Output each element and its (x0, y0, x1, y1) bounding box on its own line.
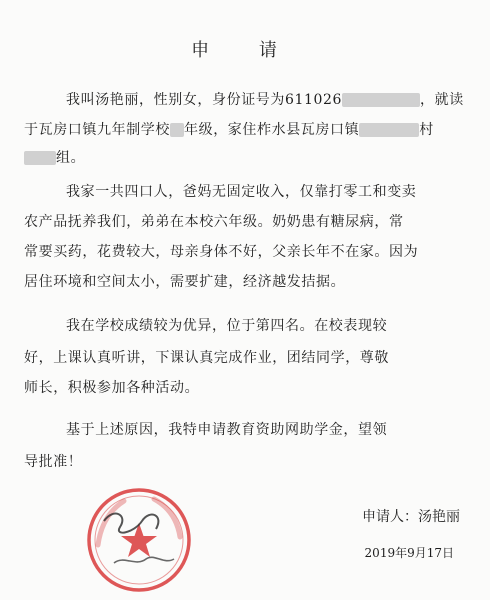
text-line-2: 于瓦房口镇九年制学校 年级，家住柞水县瓦房口镇 村 (24, 122, 434, 138)
redaction-block (342, 93, 420, 107)
signature-date: 2019年9月17日 (364, 546, 454, 560)
text-line-12: 导批准！ (24, 454, 83, 470)
document-title: 申 请 (191, 40, 299, 61)
text-line-9: 好，上课认真听讲，下课认真完成作业，团结同学，尊敬 (24, 350, 389, 366)
text-line-7: 居住环境和空间太小，需要扩建，经济越发拮据。 (24, 274, 346, 290)
redaction-block (359, 123, 419, 137)
redaction-block (24, 151, 56, 165)
text-line-8: 我在学校成绩较为优异，位于第四名。在校表现较 (66, 318, 388, 334)
text-line-3: 组。 (24, 148, 474, 168)
text-line-1: 我叫汤艳丽，性别女，身份证号为611026 ，就读 (66, 92, 464, 108)
applicant-signature: 申请人：汤艳丽 (362, 509, 460, 525)
text-line-11: 基于上述原因，我特申请教育资助网助学金，望领 (66, 422, 388, 438)
text-line-5: 农产品抚养我们，弟弟在本校六年级。奶奶患有糖尿病，常 (24, 214, 404, 230)
text-line-6: 常要买药，花费较大，母亲身体不好，父亲长年不在家。因为 (24, 244, 419, 260)
text-line-10: 师长，积极参加各种活动。 (24, 380, 200, 396)
official-seal-icon (84, 485, 194, 595)
text-line-4: 我家一共四口人，爸妈无固定收入，仅靠打零工和变卖 (66, 184, 417, 200)
redaction-block (170, 123, 184, 137)
